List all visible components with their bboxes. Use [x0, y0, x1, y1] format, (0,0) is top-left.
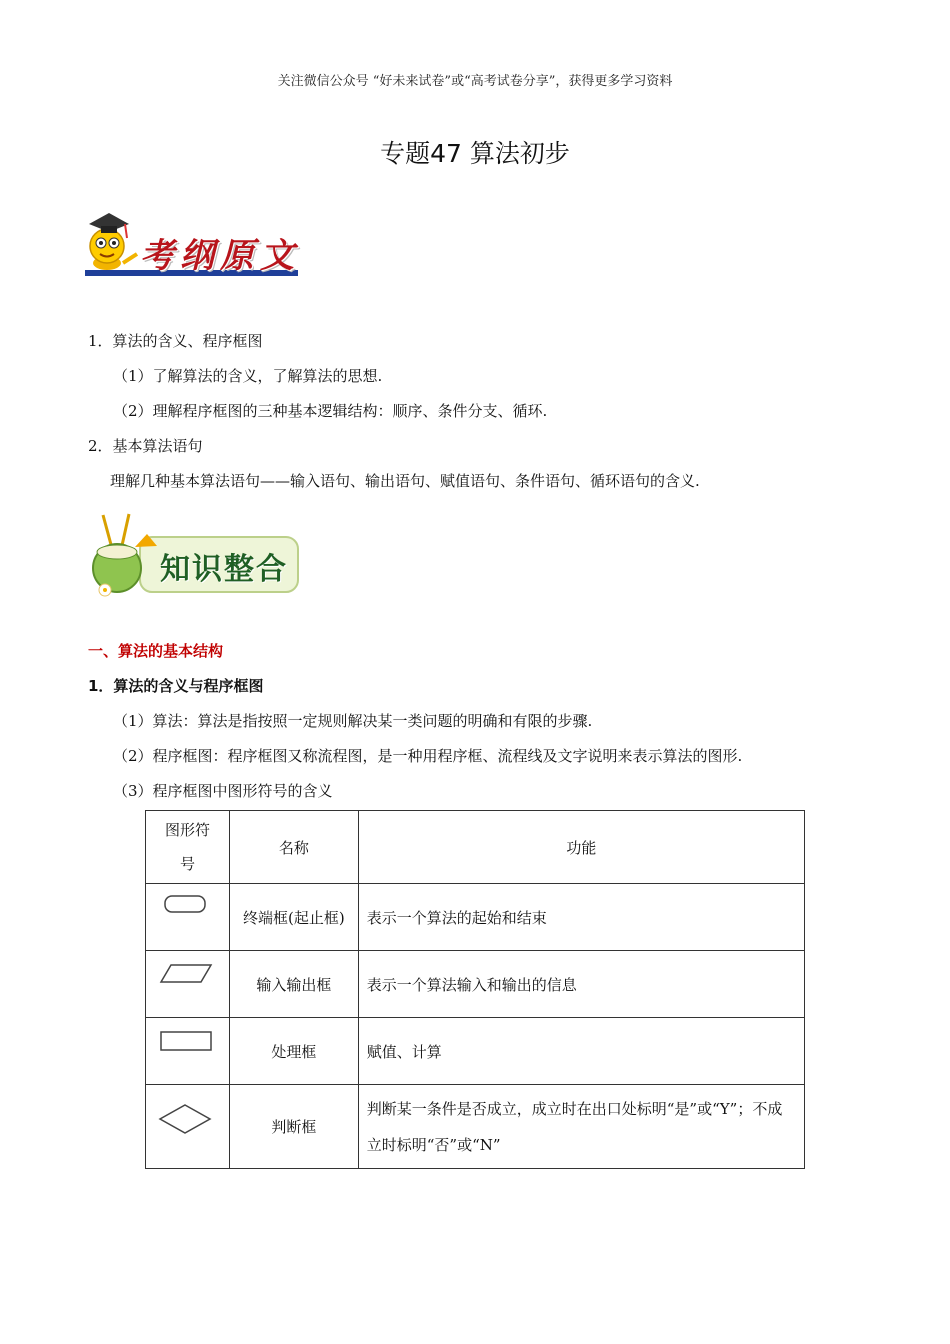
table-header-row [146, 811, 805, 884]
name-cell: 判断框 [229, 1085, 358, 1169]
symbol-cell [146, 1085, 230, 1169]
function-cell: 表示一个算法输入和输出的信息 [358, 951, 804, 1018]
paragraph-symbols: （3）程序框图中图形符号的含义 [113, 782, 333, 800]
banner-knowledge-text: 知识整合 [160, 552, 288, 587]
syllabus-item-2: 2．基本算法语句 [88, 437, 203, 455]
banner-knowledge [85, 512, 305, 602]
symbol-cell [146, 951, 230, 1018]
table-row [146, 1018, 805, 1085]
name-cell: 输入输出框 [229, 951, 358, 1018]
header-note: 关注微信公众号 “好未来试卷”或“高考试卷分享”，获得更多学习资料 [277, 74, 673, 89]
paragraph-algorithm: （1）算法：算法是指按照一定规则解决某一类问题的明确和有限的步骤. [113, 712, 593, 730]
header-function: 功能 [358, 811, 804, 884]
table-row [146, 884, 805, 951]
process-rectangle-icon [157, 1027, 217, 1057]
io-parallelogram-icon [157, 960, 217, 990]
function-cell: 判断某一条件是否成立，成立时在出口处标明“是”或“Y”；不成立时标明“否”或“N” [358, 1085, 804, 1169]
table-row [146, 1085, 805, 1169]
table-row [146, 951, 805, 1018]
page-title: 专题47 算法初步 [380, 139, 570, 168]
paragraph-flowchart: （2）程序框图：程序框图又称流程图，是一种用程序框、流程线及文字说明来表示算法的图形. [113, 747, 743, 765]
function-cell: 赋值、计算 [358, 1018, 804, 1085]
symbols-table [145, 810, 805, 1169]
subsection-heading: 1．算法的含义与程序框图 [88, 677, 264, 695]
symbol-cell [146, 1018, 230, 1085]
banner-syllabus-text: 考纲原文 [140, 236, 300, 276]
function-cell: 表示一个算法的起始和结束 [358, 884, 804, 951]
syllabus-item-1-sub-1: （1）了解算法的含义，了解算法的思想. [113, 367, 383, 385]
section-heading: 一、算法的基本结构 [88, 642, 224, 660]
banner-syllabus [85, 208, 300, 280]
decision-diamond-icon [157, 1102, 217, 1136]
syllabus-item-1: 1．算法的含义、程序框图 [88, 332, 263, 350]
name-cell: 终端框(起止框) [229, 884, 358, 951]
symbol-cell [146, 884, 230, 951]
header-symbol: 图形符号 [146, 811, 230, 884]
terminal-shape-icon [162, 893, 212, 923]
header-name: 名称 [229, 811, 358, 884]
name-cell: 处理框 [229, 1018, 358, 1085]
syllabus-item-1-sub-2: （2）理解程序框图的三种基本逻辑结构：顺序、条件分支、循环. [113, 402, 548, 420]
syllabus-item-2-desc: 理解几种基本算法语句——输入语句、输出语句、赋值语句、条件语句、循环语句的含义. [110, 472, 700, 490]
